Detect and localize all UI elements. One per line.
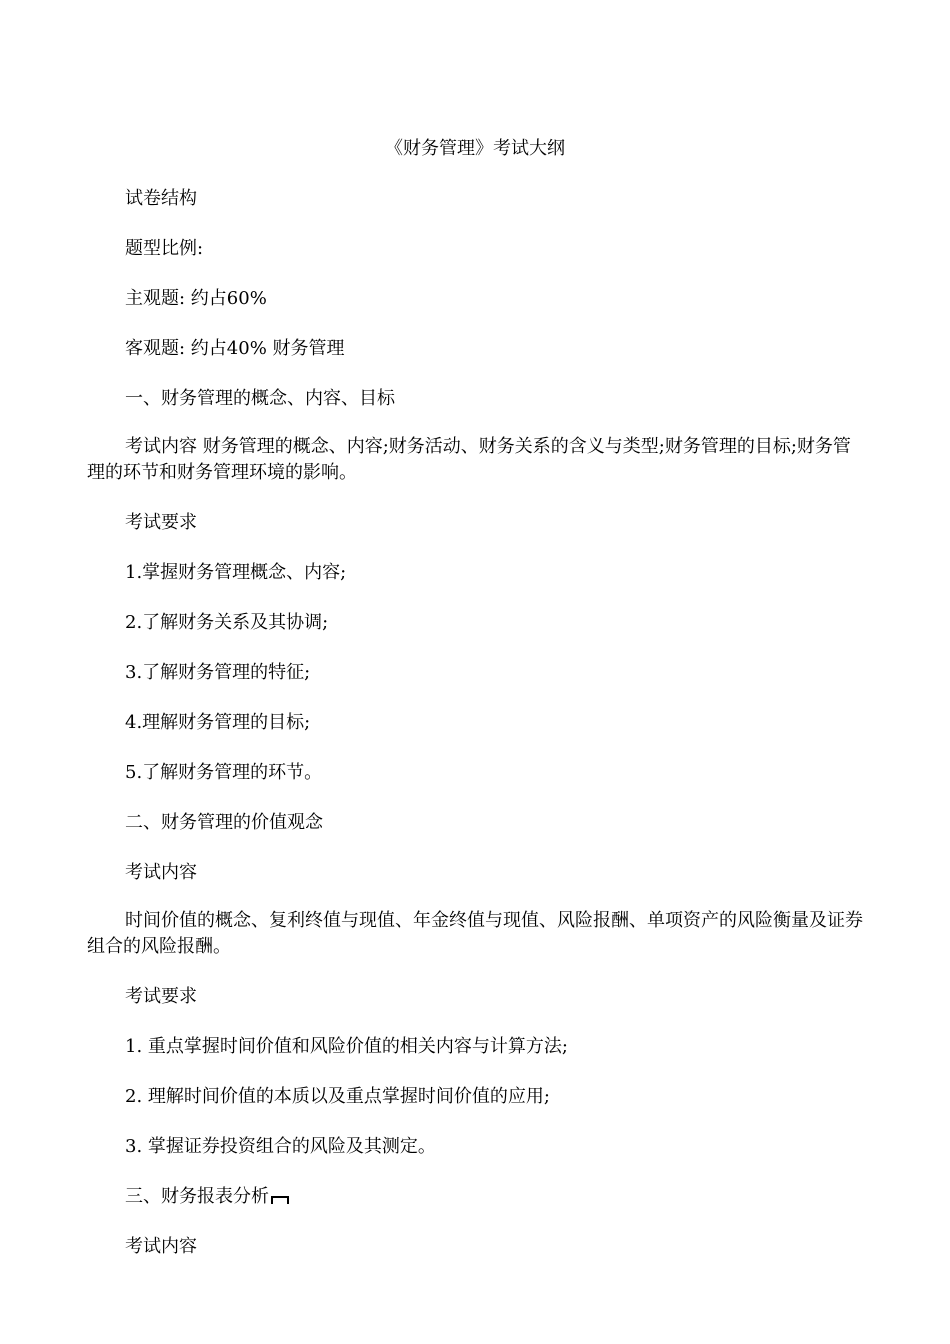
section-heading-3: 三、财务报表分析	[125, 1186, 269, 1207]
requirement-item: 3. 掌握证券投资组合的风险及其测定。	[125, 1136, 436, 1157]
requirement-item: 2. 理解时间价值的本质以及重点掌握时间价值的应用;	[125, 1086, 550, 1107]
subjective-ratio-line: 主观题: 约占60%	[125, 288, 267, 309]
text-cursor-mark-icon	[271, 1196, 289, 1204]
section-3-content-label: 考试内容	[125, 1236, 197, 1257]
section-heading-1: 一、财务管理的概念、内容、目标	[125, 388, 395, 409]
document-title: 《财务管理》考试大纲	[385, 138, 565, 159]
objective-ratio-line: 客观题: 约占40% 财务管理	[125, 338, 345, 359]
section-1-requirements-label: 考试要求	[125, 512, 197, 533]
section-label-paper-structure: 试卷结构	[125, 188, 197, 209]
section-heading-2: 二、财务管理的价值观念	[125, 812, 323, 833]
requirement-item: 5.了解财务管理的环节。	[125, 762, 323, 783]
requirement-item: 4.理解财务管理的目标;	[125, 712, 311, 733]
requirement-item: 2.了解财务关系及其协调;	[125, 612, 329, 633]
section-1-content-paragraph: 考试内容 财务管理的概念、内容;财务活动、财务关系的含义与类型;财务管理的目标;财务管理的环节和财务管理环境的影响。	[87, 436, 851, 483]
requirement-item: 1. 重点掌握时间价值和风险价值的相关内容与计算方法;	[125, 1036, 568, 1057]
requirement-item: 1.掌握财务管理概念、内容;	[125, 562, 347, 583]
requirement-item: 3.了解财务管理的特征;	[125, 662, 311, 683]
section-2-content-paragraph: 时间价值的概念、复利终值与现值、年金终值与现值、风险报酬、单项资产的风险衡量及证券组合的风险报酬。	[87, 910, 863, 957]
section-heading-3-row	[125, 1184, 289, 1210]
section-2-content-label: 考试内容	[125, 862, 197, 883]
section-2-requirements-label: 考试要求	[125, 986, 197, 1007]
question-type-ratio-label: 题型比例:	[125, 238, 204, 259]
